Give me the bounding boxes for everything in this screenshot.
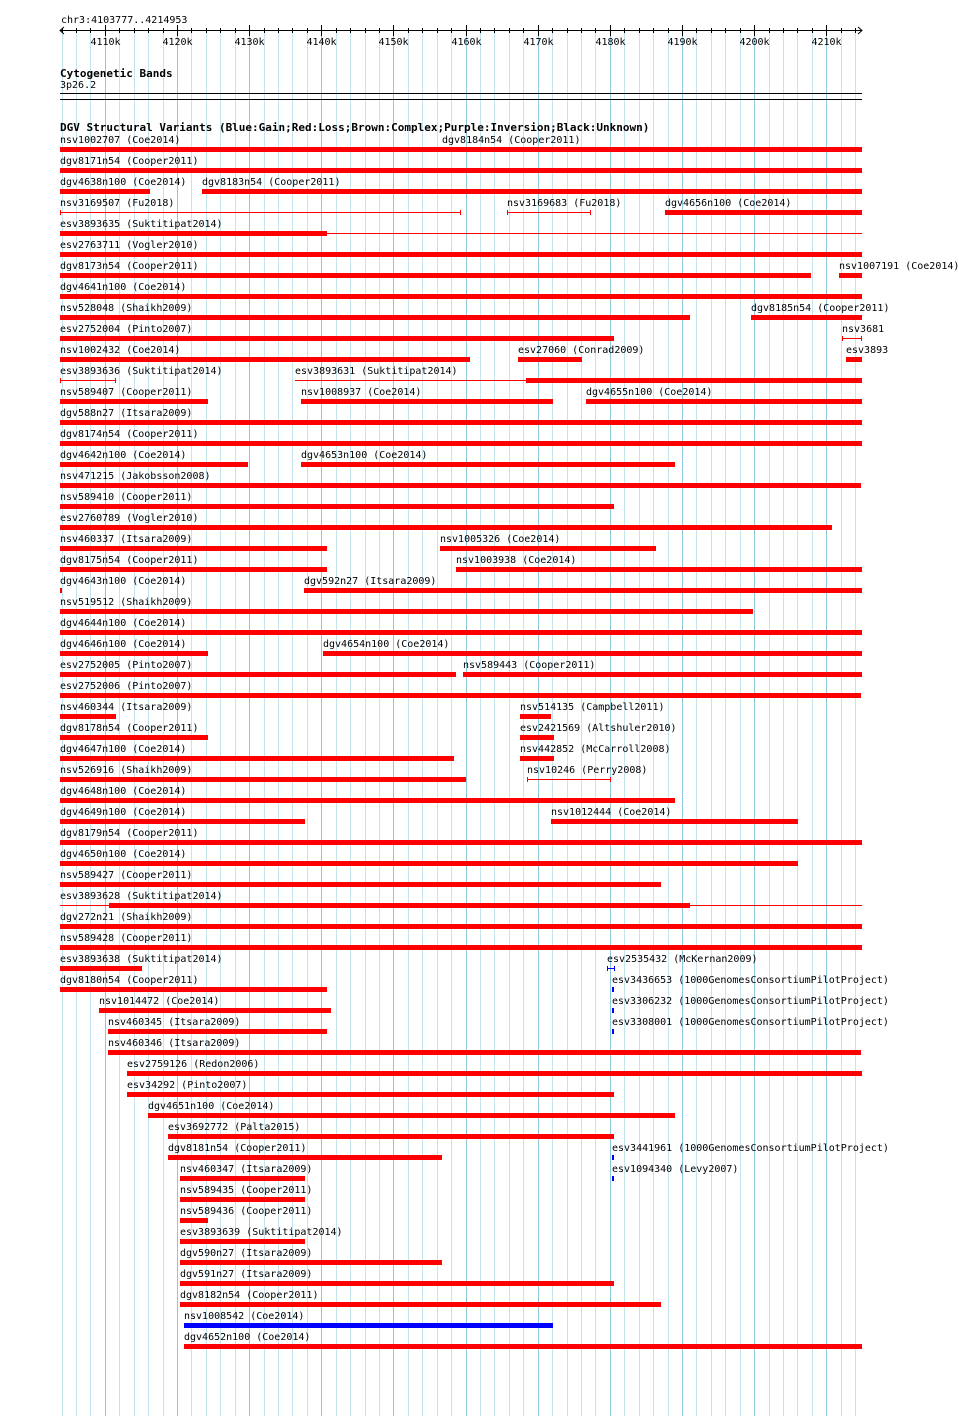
variant-bar: [520, 735, 554, 740]
variant-label[interactable]: esv27060 (Conrad2009): [518, 345, 645, 356]
dgv-track-title: DGV Structural Variants (Blue:Gain;Red:Loss;Brown:Complex;Purple:Inversion;Black:Unknown): [60, 121, 650, 134]
variant-bar: [60, 672, 456, 677]
variant-label[interactable]: nsv3169507 (Fu2018): [60, 198, 175, 209]
variant-bar: [665, 210, 862, 215]
variant-label[interactable]: dgv8179n54 (Cooper2011): [60, 828, 199, 839]
ruler-tick-label: 4150k: [378, 37, 409, 48]
variant-label[interactable]: dgv4649n100 (Coe2014): [60, 807, 187, 818]
variant-cap-left: [60, 210, 61, 215]
variant-bar: [60, 714, 116, 719]
ruler-tick-label: 4210k: [811, 37, 842, 48]
ruler-tick-label: 4140k: [306, 37, 337, 48]
variant-cap-right: [614, 966, 615, 971]
variant-bar: [60, 588, 62, 593]
variant-bar: [60, 483, 861, 488]
variant-bar: [60, 693, 861, 698]
variant-bar: [60, 189, 150, 194]
variant-bar: [60, 567, 327, 572]
variant-bar: [60, 945, 862, 950]
variant-label[interactable]: nsv589427 (Cooper2011): [60, 870, 193, 881]
variant-bar: [127, 1071, 862, 1076]
variant-label[interactable]: esv3893: [846, 345, 889, 356]
variant-bar: [60, 399, 208, 404]
variant-label[interactable]: esv2535432 (McKernan2009): [607, 954, 758, 965]
ruler-tick-label: 4110k: [90, 37, 121, 48]
variant-bar: [60, 798, 675, 803]
variant-label[interactable]: nsv1003938 (Coe2014): [456, 555, 577, 566]
variant-label[interactable]: dgv4644n100 (Coe2014): [60, 618, 187, 629]
variant-bar: [127, 1092, 614, 1097]
coordinate-ruler[interactable]: [0, 24, 890, 50]
variant-bar: [60, 651, 208, 656]
variant-label[interactable]: esv2752006 (Pinto2007): [60, 681, 193, 692]
variant-label[interactable]: esv2752005 (Pinto2007): [60, 660, 193, 671]
variant-label[interactable]: dgv8171n54 (Cooper2011): [60, 156, 199, 167]
variant-bar: [180, 1197, 305, 1202]
variant-bar: [180, 1218, 208, 1223]
variant-bar: [60, 315, 690, 320]
variant-bar: [180, 1260, 442, 1265]
variant-label[interactable]: nsv519512 (Shaikh2009): [60, 597, 193, 608]
variant-bar: [60, 609, 753, 614]
variant-label[interactable]: dgv272n21 (Shaikh2009): [60, 912, 193, 923]
variant-label[interactable]: nsv1002707 (Coe2014): [60, 135, 181, 146]
variant-bar: [60, 231, 327, 236]
variant-bar: [168, 1155, 442, 1160]
variant-bar: [60, 819, 305, 824]
variant-label[interactable]: dgv4652n100 (Coe2014): [184, 1332, 311, 1343]
variant-bar: [60, 966, 142, 971]
variant-label[interactable]: nsv589436 (Cooper2011): [180, 1206, 313, 1217]
cytoband-label: 3p26.2: [60, 80, 97, 91]
variant-bar: [60, 462, 248, 467]
variant-label[interactable]: nsv460345 (Itsara2009): [108, 1017, 241, 1028]
variant-label[interactable]: esv1094340 (Levy2007): [612, 1164, 739, 1175]
variant-bar: [202, 189, 862, 194]
ruler-tick-label: 4180k: [595, 37, 626, 48]
variant-label[interactable]: nsv3169683 (Fu2018): [507, 198, 622, 209]
variant-line: [60, 380, 116, 381]
variant-label[interactable]: esv3441961 (1000GenomesConsortiumPilotProject): [612, 1143, 889, 1154]
variant-label[interactable]: nsv589443 (Cooper2011): [463, 660, 596, 671]
variant-bar: [60, 882, 661, 887]
variant-bar: [60, 168, 862, 173]
variant-label[interactable]: nsv1005326 (Coe2014): [440, 534, 561, 545]
variant-label[interactable]: nsv589435 (Cooper2011): [180, 1185, 313, 1196]
variant-bar: [184, 1344, 862, 1349]
variant-bar: [180, 1302, 661, 1307]
variant-bar: [60, 441, 862, 446]
variant-bar: [60, 924, 862, 929]
variant-bar: [60, 357, 470, 362]
variant-bar: [586, 399, 862, 404]
variant-bar: [304, 588, 862, 593]
variant-bar: [148, 1113, 675, 1118]
variant-label[interactable]: dgv4647n100 (Coe2014): [60, 744, 187, 755]
variant-label[interactable]: esv2760789 (Vogler2010): [60, 513, 199, 524]
variant-label[interactable]: dgv4642n100 (Coe2014): [60, 450, 187, 461]
variant-bar: [463, 672, 862, 677]
variant-label[interactable]: nsv442852 (McCarroll2008): [520, 744, 671, 755]
variant-label[interactable]: dgv4648n100 (Coe2014): [60, 786, 187, 797]
variant-bar: [456, 567, 862, 572]
ruler-tick-label: 4170k: [523, 37, 554, 48]
variant-bar: [60, 294, 862, 299]
variant-bar: [60, 525, 832, 530]
variant-label[interactable]: dgv4646n100 (Coe2014): [60, 639, 187, 650]
variant-label[interactable]: dgv4651n100 (Coe2014): [148, 1101, 275, 1112]
variant-label[interactable]: dgv8178n54 (Cooper2011): [60, 723, 199, 734]
variant-label[interactable]: dgv4654n100 (Coe2014): [323, 639, 450, 650]
variant-label[interactable]: esv3436653 (1000GenomesConsortiumPilotProject): [612, 975, 889, 986]
variant-label[interactable]: nsv471215 (Jakobsson2008): [60, 471, 211, 482]
variant-bar: [839, 273, 862, 278]
variant-bar: [60, 273, 811, 278]
variant-label[interactable]: esv2752004 (Pinto2007): [60, 324, 193, 335]
variant-cap-right: [861, 336, 862, 341]
variant-line: [60, 212, 461, 213]
variant-bar: [442, 147, 862, 152]
variant-bar: [612, 1176, 614, 1181]
variant-label[interactable]: dgv4641n100 (Coe2014): [60, 282, 187, 293]
variant-bar: [520, 756, 554, 761]
variant-bar: [846, 357, 862, 362]
ruler-tick-label: 4200k: [739, 37, 770, 48]
variant-label[interactable]: nsv528048 (Shaikh2009): [60, 303, 193, 314]
variant-label[interactable]: nsv526916 (Shaikh2009): [60, 765, 193, 776]
variant-bar: [60, 336, 614, 341]
variant-bar: [60, 987, 327, 992]
variant-label[interactable]: dgv590n27 (Itsara2009): [180, 1248, 313, 1259]
variant-bar: [751, 315, 862, 320]
ruler-tick-label: 4160k: [451, 37, 482, 48]
cytobands-title: Cytogenetic Bands: [60, 67, 173, 80]
variant-label[interactable]: dgv8184n54 (Cooper2011): [442, 135, 581, 146]
variant-label[interactable]: nsv589407 (Cooper2011): [60, 387, 193, 398]
variant-label[interactable]: nsv1012444 (Coe2014): [551, 807, 672, 818]
variant-label[interactable]: nsv514135 (Campbell2011): [520, 702, 665, 713]
variant-label[interactable]: nsv589410 (Cooper2011): [60, 492, 193, 503]
variant-bar: [518, 357, 582, 362]
variant-bar: [184, 1323, 553, 1328]
variant-bar: [60, 504, 614, 509]
variant-cap-right: [115, 378, 116, 383]
variant-bar: [440, 546, 656, 551]
variant-label[interactable]: nsv460337 (Itsara2009): [60, 534, 193, 545]
variant-label[interactable]: esv3893638 (Suktitipat2014): [60, 954, 223, 965]
variant-label[interactable]: dgv4655n100 (Coe2014): [586, 387, 713, 398]
variant-bar: [108, 1029, 327, 1034]
variant-label[interactable]: nsv460347 (Itsara2009): [180, 1164, 313, 1175]
variant-bar: [612, 1029, 614, 1034]
variant-label[interactable]: dgv8175n54 (Cooper2011): [60, 555, 199, 566]
variant-line: [527, 779, 611, 780]
variant-label[interactable]: nsv1007191 (Coe2014): [839, 261, 959, 272]
variant-bar: [60, 777, 466, 782]
variant-label[interactable]: esv3893639 (Suktitipat2014): [180, 1227, 343, 1238]
variant-label[interactable]: dgv8182n54 (Cooper2011): [180, 1290, 319, 1301]
variant-bar: [109, 903, 690, 908]
ruler-tick-label: 4190k: [667, 37, 698, 48]
variant-cap-left: [60, 378, 61, 383]
variant-label[interactable]: esv2421569 (Altshuler2010): [520, 723, 677, 734]
variant-label[interactable]: esv3893635 (Suktitipat2014): [60, 219, 223, 230]
variant-line: [507, 212, 591, 213]
variant-label[interactable]: nsv589428 (Cooper2011): [60, 933, 193, 944]
variant-bar: [108, 1050, 861, 1055]
ruler-tick-label: 4120k: [162, 37, 193, 48]
variant-label[interactable]: dgv4650n100 (Coe2014): [60, 849, 187, 860]
variant-bar: [60, 252, 862, 257]
variant-label[interactable]: dgv8181n54 (Cooper2011): [168, 1143, 307, 1154]
variant-bar: [520, 714, 551, 719]
variant-label[interactable]: dgv8183n54 (Cooper2011): [202, 177, 341, 188]
variant-label[interactable]: dgv8174n54 (Cooper2011): [60, 429, 199, 440]
variant-label[interactable]: nsv460346 (Itsara2009): [108, 1038, 241, 1049]
variant-label[interactable]: nsv3681: [842, 324, 885, 335]
variant-label[interactable]: esv34292 (Pinto2007): [127, 1080, 248, 1091]
variant-bar: [323, 651, 862, 656]
variant-bar: [60, 840, 862, 845]
locus-label: chr3:4103777..4214953: [61, 15, 188, 26]
variant-cap-right: [460, 210, 461, 215]
ruler-tick-label: 4130k: [234, 37, 265, 48]
variant-cap-left: [607, 966, 608, 971]
variant-label[interactable]: dgv4638n100 (Coe2014): [60, 177, 187, 188]
variant-label[interactable]: dgv4656n100 (Coe2014): [665, 198, 792, 209]
variant-label[interactable]: esv3308001 (1000GenomesConsortiumPilotProject): [612, 1017, 889, 1028]
variant-label[interactable]: nsv10246 (Perry2008): [527, 765, 648, 776]
variant-cap-right: [590, 210, 591, 215]
variant-label[interactable]: esv2763711 (Vogler2010): [60, 240, 199, 251]
variant-bar: [60, 756, 454, 761]
variant-bar: [612, 1155, 614, 1160]
variant-label[interactable]: esv3893631 (Suktitipat2014): [295, 366, 458, 377]
variant-label[interactable]: dgv4653n100 (Coe2014): [301, 450, 428, 461]
variant-label[interactable]: dgv8180n54 (Cooper2011): [60, 975, 199, 986]
variant-bar: [180, 1281, 614, 1286]
variant-bar: [99, 1008, 331, 1013]
variant-bar: [612, 987, 614, 992]
variant-label[interactable]: esv3893636 (Suktitipat2014): [60, 366, 223, 377]
variant-label[interactable]: dgv4643n100 (Coe2014): [60, 576, 187, 587]
variant-label[interactable]: nsv1008542 (Coe2014): [184, 1311, 305, 1322]
variant-label[interactable]: dgv591n27 (Itsara2009): [180, 1269, 313, 1280]
variant-cap-right: [610, 777, 611, 782]
variant-label[interactable]: dgv588n27 (Itsara2009): [60, 408, 193, 419]
cytoband-rule-bottom: [60, 99, 862, 100]
variant-bar: [551, 819, 798, 824]
variant-bar: [180, 1176, 305, 1181]
variant-label[interactable]: esv2759126 (Redon2006): [127, 1059, 260, 1070]
variant-bar: [60, 735, 208, 740]
variant-cap-left: [842, 336, 843, 341]
variant-bar: [168, 1134, 614, 1139]
variant-label[interactable]: dgv8185n54 (Cooper2011): [751, 303, 890, 314]
variant-bar: [60, 630, 862, 635]
variant-label[interactable]: dgv592n27 (Itsara2009): [304, 576, 437, 587]
variant-label[interactable]: esv3692772 (Palta2015): [168, 1122, 301, 1133]
variant-bar: [301, 462, 675, 467]
variant-label[interactable]: dgv8173n54 (Cooper2011): [60, 261, 199, 272]
variant-bar: [180, 1239, 305, 1244]
variant-bar: [60, 546, 327, 551]
variant-bar: [60, 861, 798, 866]
variant-label[interactable]: nsv1014472 (Coe2014): [99, 996, 220, 1007]
variant-label[interactable]: esv3306232 (1000GenomesConsortiumPilotProject): [612, 996, 889, 1007]
variant-bar: [526, 378, 862, 383]
variant-bar: [60, 420, 862, 425]
variant-label[interactable]: nsv1002432 (Coe2014): [60, 345, 181, 356]
variant-label[interactable]: nsv1008937 (Coe2014): [301, 387, 422, 398]
variant-label[interactable]: esv3893628 (Suktitipat2014): [60, 891, 223, 902]
variant-label[interactable]: nsv460344 (Itsara2009): [60, 702, 193, 713]
variant-cap-left: [527, 777, 528, 782]
variant-bar: [301, 399, 553, 404]
variant-bar: [612, 1008, 614, 1013]
cytoband-rule-top: [60, 93, 862, 94]
variant-line: [842, 338, 862, 339]
variant-cap-left: [507, 210, 508, 215]
